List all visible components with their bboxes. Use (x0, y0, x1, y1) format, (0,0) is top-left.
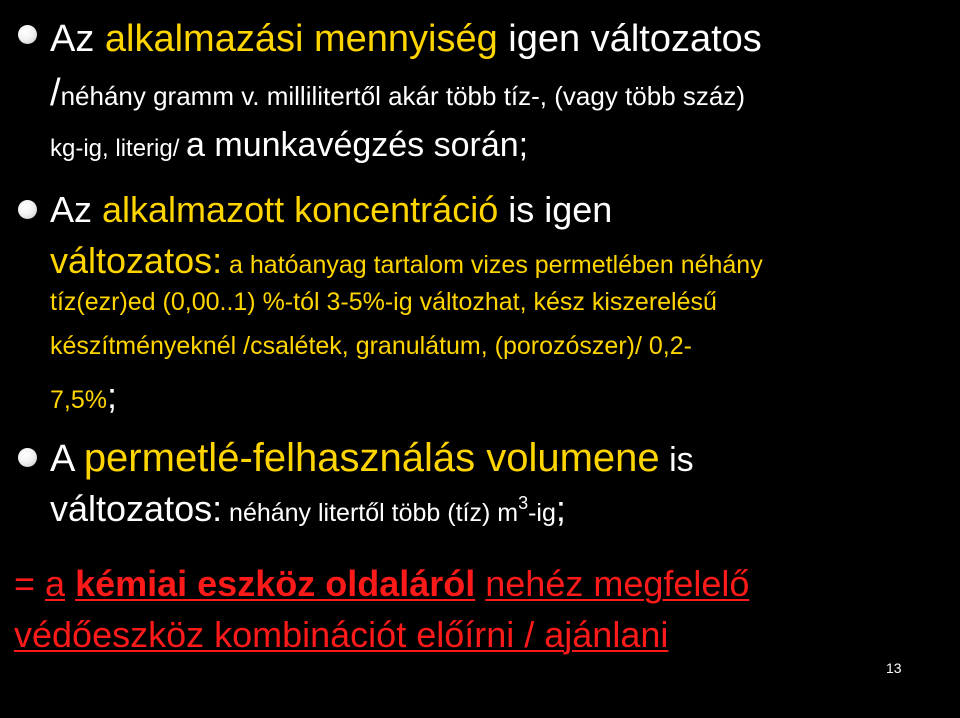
bullet-1-suffix: igen változatos (497, 18, 762, 60)
cubic-superscript: 3 (518, 493, 529, 513)
bullet-2-semicolon: ; (106, 375, 117, 416)
bullet-2-line-3: tíz(ezr)ed (0,00..1) %-tól 3-5%-ig változhat, kész kiszerelésű (50, 288, 717, 316)
bullet-1-line-2 (50, 74, 745, 112)
bullet-3-content-text: néhány litertől több (tíz) m (222, 499, 519, 527)
bullet-1-highlight: alkalmazási mennyiség (104, 18, 498, 60)
slash-mark: / (50, 72, 61, 114)
bullet-3-suffix: is (659, 441, 694, 479)
bullet-3-highlight: permetlé-felhasználás volumene (83, 436, 660, 480)
bullet-dot-3 (18, 448, 37, 467)
equals-sign: = (14, 563, 46, 604)
page-number: 13 (886, 660, 902, 676)
bullet-1-work-text: a munkavégzés során; (186, 126, 529, 164)
bullet-1-units-text: kg-ig, literig/ (50, 135, 187, 162)
bullet-3-prefix: A (50, 438, 84, 480)
bullet-1-prefix: Az (50, 18, 105, 60)
bullet-2-content-text: a hatóanyag tartalom vizes permetlében néhány (222, 251, 763, 279)
bullet-3-line-1 (50, 438, 694, 478)
bullet-2-line-4: készítményeknél /csalétek, granulátum, (porozószer)/ 0,2- (50, 332, 692, 360)
space-1 (65, 563, 75, 604)
space-2 (475, 563, 485, 604)
conclusion-bold-phrase: kémiai eszköz oldaláról (75, 563, 476, 604)
bullet-2-suffix: is igen (498, 189, 613, 230)
bullet-3-line-2 (50, 488, 566, 529)
bullet-2-line-1 (50, 189, 613, 230)
bullet-dot-1 (18, 25, 37, 44)
bullet-2-highlight: alkalmazott koncentráció (102, 189, 499, 230)
bullet-3-unit-suffix: -ig (528, 499, 556, 527)
bullet-1-line-3 (50, 128, 528, 162)
bullet-2-variable-word: változatos: (50, 240, 223, 281)
bullet-2-percent-text: 7,5% (50, 386, 107, 414)
bullet-3-semicolon: ; (555, 488, 566, 529)
bullet-1-line-1 (50, 20, 762, 58)
conclusion-line-2: védőeszköz kombinációt előírni / ajánlani (14, 614, 669, 655)
bullet-dot-2 (18, 200, 37, 219)
bullet-1-quantity-text: néhány gramm v. millilitertől akár több tíz-, (vagy több száz) (60, 81, 745, 111)
bullet-2-line-5 (50, 375, 117, 416)
conclusion-line-1 (14, 563, 750, 604)
conclusion-article: a (45, 563, 66, 604)
bullet-3-variable-word: változatos: (50, 488, 223, 529)
bullet-2-prefix: Az (50, 189, 103, 230)
conclusion-rest: nehéz megfelelő (485, 563, 750, 604)
bullet-2-line-2 (50, 240, 763, 281)
